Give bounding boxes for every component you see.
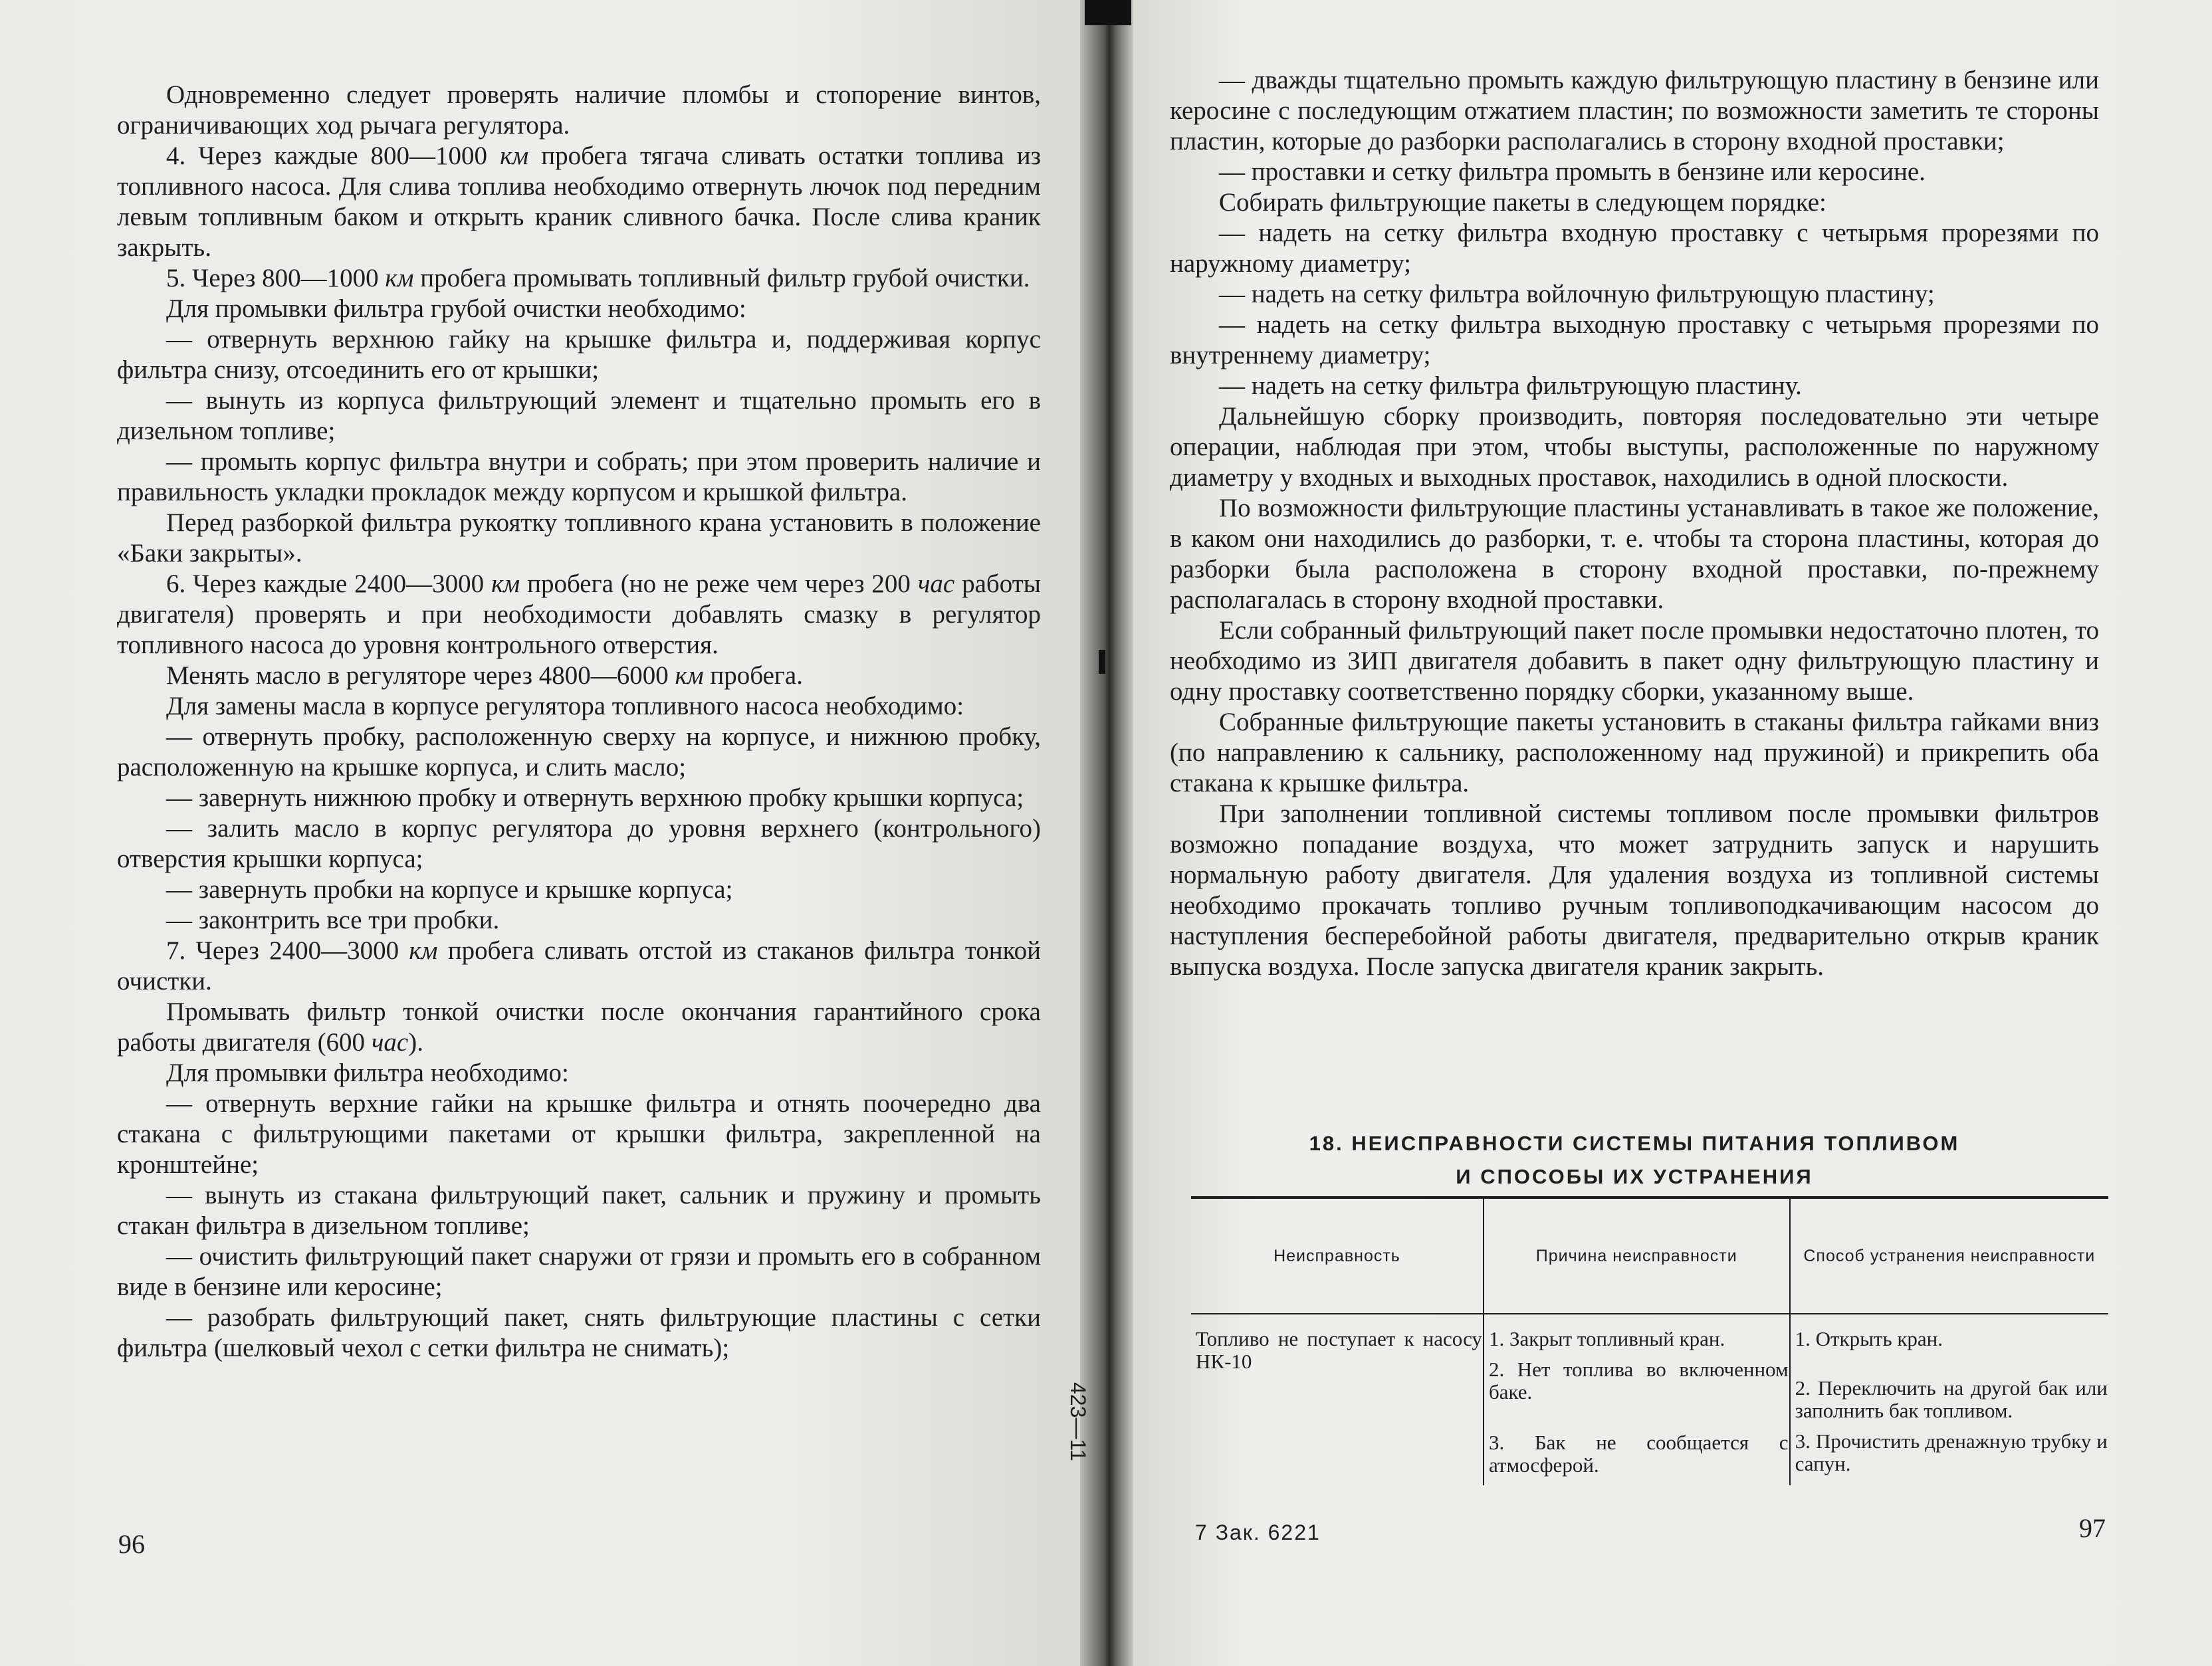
paragraph: — надеть на сетку фильтра выходную проставку с четырьмя прорезями по внутреннему диаметру; <box>1170 310 2099 369</box>
paragraph: При заполнении топливной системы топливом после промывки фильтров возможно попадание воздуха, что может затруднить запуск и нарушить нормальную работу двигателя. Для удаления воздуха из топливной системы необходимо прокачать топливо ручным топливоподкачивающим насосом до наступления бесперебойной работы двигателя, предварительно открыв краник выпуска воздуха. После запуска двигателя краник закрыть. <box>1170 799 2099 981</box>
paragraph: Если собранный фильтрующий пакет после промывки недостаточно плотен, то необходимо из ЗИП двигателя добавить в пакет одну фильтрующую пластину и одну проставку соответственно порядку сборки, указанному выше. <box>1170 616 2099 706</box>
binding-mark <box>1099 650 1105 674</box>
paragraph: — проставки и сетку фильтра промыть в бензине или керосине. <box>1219 157 1926 186</box>
paragraph: — завернуть нижнюю пробку и отвернуть верхнюю пробку крышки корпуса; <box>166 783 1024 812</box>
paragraph: — вынуть из корпуса фильтрующий элемент и тщательно промыть его в дизельном топливе; <box>117 386 1041 445</box>
paragraph: Собранные фильтрующие пакеты установить в стаканы фильтра гайками вниз (по направлению к сальнику, расположенному над пружиной) и прикрепить оба стакана к крышке фильтра. <box>1170 708 2099 797</box>
paragraph: Одновременно следует проверять наличие пломбы и стопорение винтов, ограничивающих ход рычага регулятора. <box>117 80 1041 140</box>
unit-label: км <box>675 661 704 690</box>
paragraph: — надеть на сетку фильтра войлочную фильтрующую пластину; <box>1219 280 1935 308</box>
paragraph-fragment: 5. Через 800—1000 <box>166 264 386 292</box>
cause-item: 2. Нет топлива во включенном баке. <box>1488 1358 1789 1404</box>
unit-label: час <box>371 1028 409 1057</box>
paragraph: — очистить фильтрующий пакет снаружи от грязи и промыть его в собранном виде в бензине или керосине; <box>117 1242 1041 1301</box>
paragraph-fragment: 6. Через каждые 2400—3000 <box>166 570 492 598</box>
table-row <box>1191 1314 2108 1485</box>
cell-causes <box>1484 1314 1790 1485</box>
left-page-text <box>117 80 1041 1364</box>
remedy-item: 3. Прочистить дренажную трубку и сапун. <box>1795 1429 2108 1475</box>
paragraph: — отвернуть пробку, расположенную сверху на корпусе, и нижнюю пробку, расположенную на крышке корпуса, и слить масло; <box>117 722 1041 781</box>
paragraph-fragment: пробега промывать топливный фильтр грубой очистки. <box>413 264 1030 292</box>
cell-fault <box>1191 1314 1484 1485</box>
unit-label: час <box>917 570 955 598</box>
unit-label: км <box>385 264 414 292</box>
left-page-number: 96 <box>118 1529 145 1559</box>
unit-label: км <box>500 142 529 170</box>
gutter-signature-mark: 423—11 <box>1066 1382 1090 1461</box>
print-order-number: 7 Зак. 6221 <box>1195 1520 1321 1544</box>
paragraph-fragment: пробега (но не реже чем через 200 <box>520 570 918 598</box>
gutter-shadow <box>1085 0 1131 25</box>
fault-text: Топливо не поступает к насосу НК-10 <box>1196 1327 1482 1373</box>
paragraph-fragment: Менять масло в регуляторе через 4800—6000 <box>166 661 675 690</box>
section-heading-line1: 18. НЕИСПРАВНОСТИ СИСТЕМЫ ПИТАНИЯ ТОПЛИВОМ <box>1309 1132 1960 1155</box>
paragraph-fragment: пробега сливать отстой из стаканов фильтра тонкой очистки. <box>117 936 1041 995</box>
paragraph <box>117 661 1041 691</box>
paragraph: — надеть на сетку фильтра фильтрующую пластину. <box>1219 371 1802 400</box>
paragraph: Для замены масла в корпусе регулятора топливного насоса необходимо: <box>166 692 964 720</box>
right-page-text <box>1170 65 2099 982</box>
paragraph-fragment: 7. Через 2400—3000 <box>166 936 409 965</box>
paragraph: — вынуть из стакана фильтрующий пакет, сальник и пружину и промыть стакан фильтра в дизельном топливе; <box>117 1181 1041 1240</box>
paragraph <box>117 141 1041 263</box>
cell-remedies <box>1790 1314 2108 1485</box>
header-fault: Неисправность <box>1191 1197 1484 1314</box>
paragraph: — разобрать фильтрующий пакет, снять фильтрующие пластины с сетки фильтра (шелковый чехол с сетки фильтра не снимать); <box>117 1303 1041 1362</box>
paragraph <box>117 569 1041 661</box>
cause-item: 1. Закрыт топливный кран. <box>1488 1327 1725 1350</box>
paragraph-fragment: 4. Через каждые 800—1000 <box>166 142 500 170</box>
paragraph: По возможности фильтрующие пластины устанавливать в такое же положение, в каком они находились до разборки, т. е. чтобы та сторона пластины, которая до разборки была расположена в сторону входной проставки, по-прежнему располагалась в сторону входной проставки. <box>1170 494 2099 614</box>
paragraph: — отвернуть верхние гайки на крышке фильтра и отнять поочередно два стакана с фильтрующими пакетами от крышки фильтра, закрепленной на кронштейне; <box>117 1089 1041 1179</box>
remedy-item: 1. Открыть кран. <box>1795 1327 1943 1350</box>
paragraph-fragment: пробега тягача сливать остатки топлива из топливного насоса. Для слива топлива необходимо отвернуть лючок под передним левым топливным баком и открыть краник сливного бачка. После слива краник закрыть. <box>117 142 1041 262</box>
paragraph: Для промывки фильтра грубой очистки необходимо: <box>166 294 746 323</box>
paragraph: — дважды тщательно промыть каждую фильтрующую пластину в бензине или керосине с последующим отжатием пластин; по возможности заметить те стороны пластин, которые до разборки располагались в сторону входной проставки; <box>1170 66 2099 156</box>
unit-label: км <box>409 936 438 965</box>
paragraph: — завернуть пробки на корпусе и крышке корпуса; <box>166 875 733 904</box>
paragraph <box>117 263 1041 294</box>
section-heading-line2: И СПОСОБЫ ИХ УСТРАНЕНИЯ <box>1456 1165 1813 1188</box>
header-remedy: Способ устранения неисправности <box>1790 1197 2108 1314</box>
paragraph: — промыть корпус фильтра внутри и собрать; при этом проверить наличие и правильность укладки прокладок между корпусом и крышкой фильтра. <box>117 447 1041 506</box>
paragraph: — надеть на сетку фильтра входную проставку с четырьмя прорезями по наружному диаметру; <box>1170 219 2099 278</box>
remedy-item: 2. Переключить на другой бак или заполнить бак топливом. <box>1795 1376 2108 1422</box>
unit-label: км <box>491 570 520 598</box>
paragraph: Собирать фильтрующие пакеты в следующем порядке: <box>1219 188 1826 217</box>
paragraph-fragment: работы двигателя) проверять и при необходимости добавлять смазку в регулятор топливного насоса до уровня контрольного отверстия. <box>117 570 1041 659</box>
paragraph-fragment: ). <box>408 1028 423 1057</box>
paragraph: Дальнейшую сборку производить, повторяя последовательно эти четыре операции, наблюдая при этом, чтобы выступы, расположенные по наружному диаметру у входных и выходных проставок, находились в одной плоскости. <box>1170 402 2099 492</box>
paragraph <box>117 936 1041 997</box>
faults-table <box>1191 1196 2108 1485</box>
cause-item: 3. Бак не сообщается с атмосферой. <box>1488 1431 1789 1477</box>
paragraph: Для промывки фильтра необходимо: <box>166 1059 569 1087</box>
paragraph-fragment: Промывать фильтр тонкой очистки после окончания гарантийного срока работы двигателя (600 <box>117 997 1041 1057</box>
header-cause: Причина неисправности <box>1484 1197 1790 1314</box>
paragraph <box>117 997 1041 1058</box>
paragraph: — законтрить все три пробки. <box>166 906 500 934</box>
paragraph: — залить масло в корпус регулятора до уровня верхнего (контрольного) отверстия крышки корпуса; <box>117 814 1041 873</box>
paragraph: — отвернуть верхнюю гайку на крышке фильтра и, поддерживая корпус фильтра снизу, отсоединить его от крышки; <box>117 325 1041 384</box>
paragraph-fragment: пробега. <box>703 661 803 690</box>
right-page-number: 97 <box>2079 1513 2106 1543</box>
section-heading <box>1170 1127 2099 1194</box>
paragraph: Перед разборкой фильтра рукоятку топливного крана установить в положение «Баки закрыты». <box>117 508 1041 568</box>
